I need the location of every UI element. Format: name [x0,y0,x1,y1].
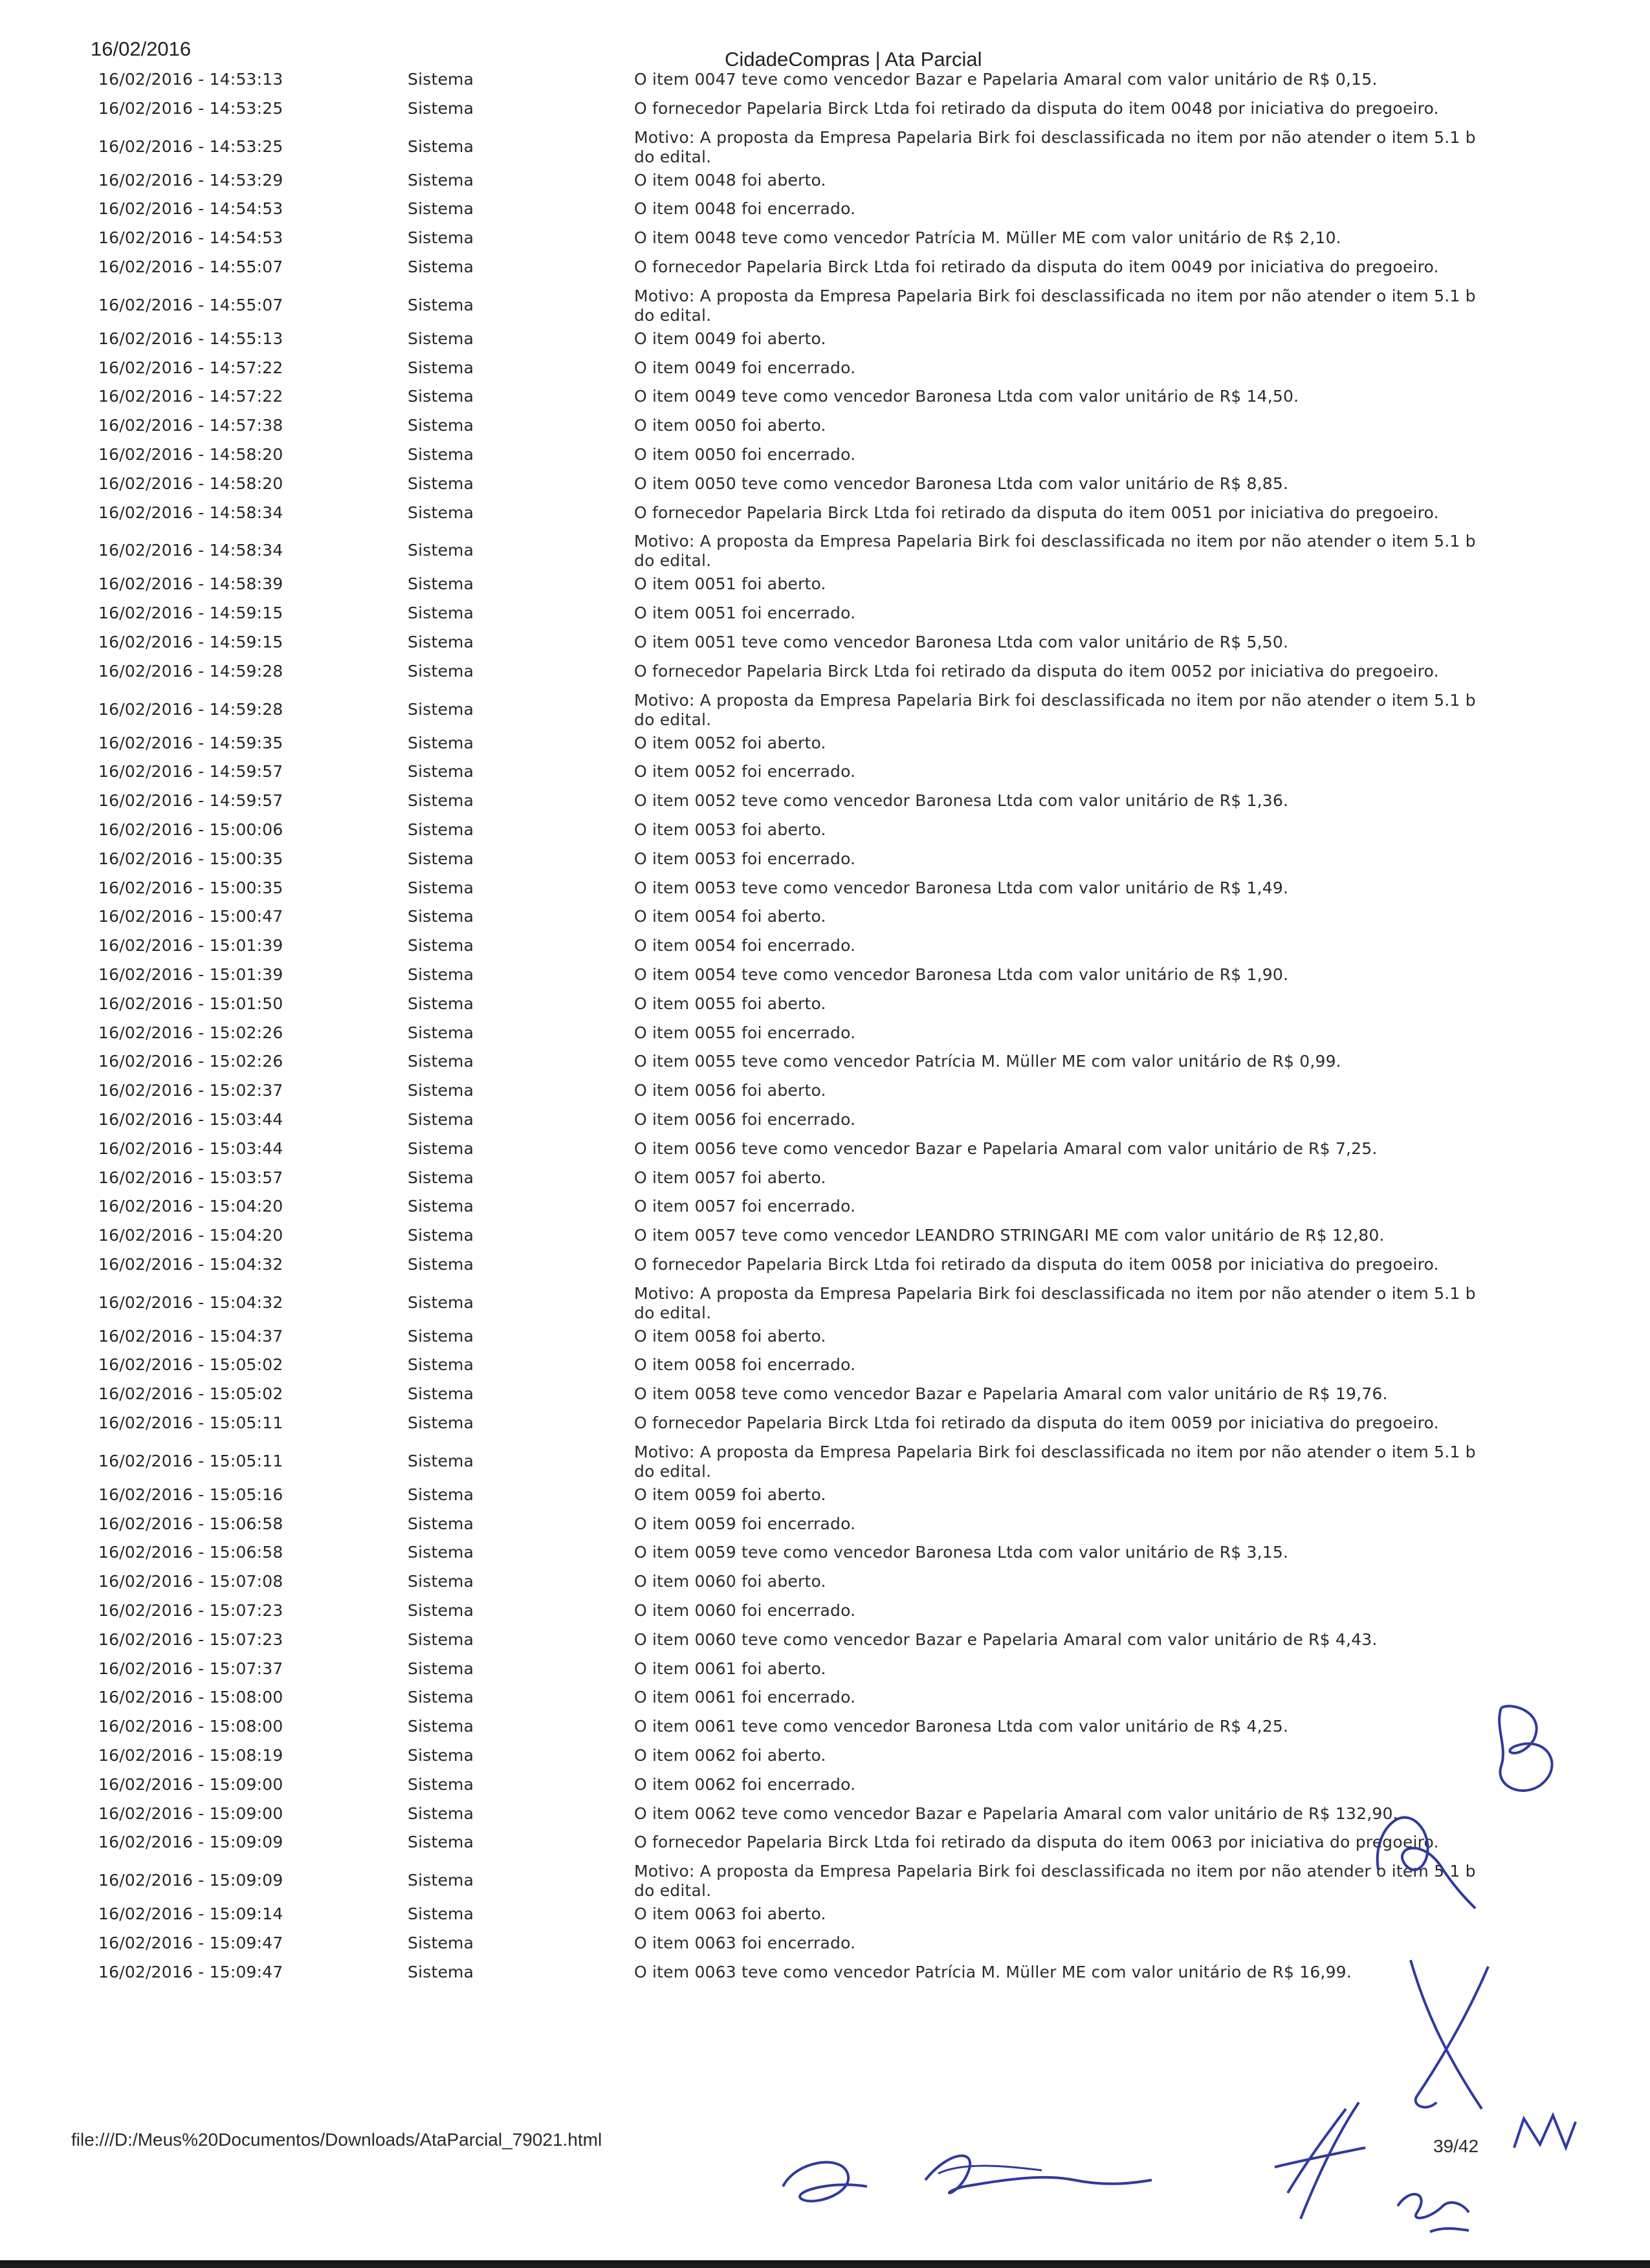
log-timestamp: 16/02/2016 - 15:02:37 [98,1081,283,1100]
log-row [84,257,1495,287]
log-message: O item 0055 foi aberto. [634,994,826,1013]
log-row [84,1284,1495,1327]
log-timestamp: 16/02/2016 - 15:09:09 [98,1871,283,1890]
log-source: Sistema [408,1413,474,1433]
log-row [84,474,1495,503]
log-source: Sistema [408,762,474,781]
log-timestamp: 16/02/2016 - 14:58:34 [98,503,283,522]
log-timestamp: 16/02/2016 - 14:54:53 [98,199,283,219]
log-source: Sistema [408,1833,474,1852]
log-row [84,532,1495,574]
log-message: O item 0063 foi encerrado. [634,1934,856,1953]
log-timestamp: 16/02/2016 - 14:54:53 [98,228,283,248]
log-timestamp: 16/02/2016 - 15:03:44 [98,1109,283,1129]
log-message: O item 0053 foi aberto. [634,820,826,839]
log-row [84,1485,1495,1514]
log-row [84,1355,1495,1384]
log-row [84,1197,1495,1226]
log-message: O item 0048 teve como vencedor Patrícia M. Müller ME com valor unitário de R$ 2,10. [634,228,1341,248]
log-source: Sistema [408,1543,474,1562]
log-timestamp: 16/02/2016 - 14:58:20 [98,444,283,464]
log-source: Sistema [408,994,474,1013]
log-row [84,604,1495,633]
signature-small-initial-icon [1391,2167,1475,2238]
log-timestamp: 16/02/2016 - 15:00:35 [98,849,283,868]
log-timestamp: 16/02/2016 - 15:09:14 [98,1904,283,1924]
log-message: O item 0056 foi encerrado. [634,1109,856,1129]
log-timestamp: 16/02/2016 - 15:06:58 [98,1514,283,1533]
log-row [84,662,1495,691]
log-source: Sistema [408,878,474,897]
log-message: O item 0059 foi encerrado. [634,1514,856,1533]
log-source: Sistema [408,1804,474,1823]
log-message: O item 0048 foi encerrado. [634,199,856,219]
log-source: Sistema [408,1774,474,1794]
log-timestamp: 16/02/2016 - 14:53:29 [98,170,283,190]
log-row [84,99,1495,128]
log-row [84,1659,1495,1688]
log-timestamp: 16/02/2016 - 15:06:58 [98,1543,283,1562]
log-timestamp: 16/02/2016 - 14:58:39 [98,574,283,594]
log-row [84,1804,1495,1833]
log-message: O item 0058 teve como vencedor Bazar e Papelaria Amaral com valor unitário de R$ 19,76. [634,1384,1388,1404]
log-message: O item 0057 teve como vencedor LEANDRO STRINGARI ME com valor unitário de R$ 12,80. [634,1226,1385,1245]
log-message: Motivo: A proposta da Empresa Papelaria Birk foi desclassificada no item por não atender o item 5.1 b do edital. [634,127,1476,166]
log-source: Sistema [408,733,474,752]
log-source: Sistema [408,604,474,623]
log-timestamp: 16/02/2016 - 15:05:02 [98,1355,283,1375]
log-row [84,691,1495,734]
log-timestamp: 16/02/2016 - 14:53:13 [98,70,283,89]
log-row [84,820,1495,849]
log-timestamp: 16/02/2016 - 15:00:35 [98,878,283,897]
log-message: Motivo: A proposta da Empresa Papelaria Birk foi desclassificada no item por não atender o item 5.1 b do edital. [634,1283,1476,1322]
log-source: Sistema [408,1197,474,1216]
log-source: Sistema [408,791,474,811]
log-row [84,1052,1495,1081]
log-row [84,849,1495,878]
log-message: O item 0050 foi aberto. [634,416,826,435]
log-row [84,1081,1495,1110]
log-source: Sistema [408,416,474,435]
log-row [84,1717,1495,1746]
log-timestamp: 16/02/2016 - 15:03:44 [98,1139,283,1158]
log-message: O item 0052 foi encerrado. [634,762,856,781]
log-row [84,445,1495,474]
log-message: O item 0051 foi aberto. [634,574,826,594]
log-row [84,171,1495,200]
log-source: Sistema [408,1688,474,1707]
log-message: O item 0054 foi aberto. [634,907,826,926]
log-message: O item 0063 foi aberto. [634,1904,826,1924]
log-source: Sistema [408,70,474,89]
log-message: O item 0055 foi encerrado. [634,1023,856,1042]
log-timestamp: 16/02/2016 - 15:05:02 [98,1384,283,1404]
log-source: Sistema [408,1139,474,1158]
log-row [84,574,1495,604]
log-source: Sistema [408,1023,474,1042]
log-source: Sistema [408,1168,474,1187]
log-row [84,1572,1495,1601]
log-source: Sistema [408,136,474,156]
log-row [84,1139,1495,1168]
log-source: Sistema [408,199,474,219]
log-source: Sistema [408,1514,474,1533]
log-message: Motivo: A proposta da Empresa Papelaria Birk foi desclassificada no item por não atender o item 5.1 b do edital. [634,1442,1476,1481]
log-row [84,994,1495,1023]
log-message: O item 0062 foi encerrado. [634,1774,856,1794]
log-message: O item 0050 teve como vencedor Baronesa Ltda com valor unitário de R$ 8,85. [634,474,1289,493]
log-source: Sistema [408,1934,474,1953]
log-message: O item 0061 foi aberto. [634,1659,826,1678]
log-row [84,1630,1495,1659]
log-message: O item 0058 foi aberto. [634,1326,826,1346]
log-message: O item 0062 teve como vencedor Bazar e Papelaria Amaral com valor unitário de R$ 132,90. [634,1804,1398,1823]
log-message: O fornecedor Papelaria Birck Ltda foi retirado da disputa do item 0049 por iniciativa do pregoeiro. [634,257,1439,276]
log-timestamp: 16/02/2016 - 14:58:34 [98,541,283,560]
log-message: O item 0061 foi encerrado. [634,1688,856,1707]
log-source: Sistema [408,936,474,955]
log-row [84,1746,1495,1775]
log-row [84,1443,1495,1485]
log-timestamp: 16/02/2016 - 14:59:35 [98,733,283,752]
log-row [84,358,1495,387]
log-message: O item 0061 teve como vencedor Baronesa Ltda com valor unitário de R$ 4,25. [634,1717,1289,1736]
log-timestamp: 16/02/2016 - 15:01:39 [98,936,283,955]
log-source: Sistema [408,661,474,681]
log-row [84,734,1495,763]
log-timestamp: 16/02/2016 - 15:01:39 [98,965,283,984]
log-source: Sistema [408,295,474,314]
log-message: O item 0056 foi aberto. [634,1081,826,1100]
log-source: Sistema [408,1109,474,1129]
log-source: Sistema [408,1746,474,1765]
log-source: Sistema [408,1659,474,1678]
log-row [84,1601,1495,1630]
log-message: O item 0059 teve como vencedor Baronesa Ltda com valor unitário de R$ 3,15. [634,1543,1289,1562]
log-source: Sistema [408,1451,474,1470]
log-source: Sistema [408,1572,474,1591]
log-source: Sistema [408,965,474,984]
log-source: Sistema [408,1485,474,1504]
log-source: Sistema [408,1601,474,1620]
log-row [84,936,1495,965]
log-source: Sistema [408,98,474,118]
log-source: Sistema [408,1630,474,1649]
log-message: Motivo: A proposta da Empresa Papelaria Birk foi desclassificada no item por não atender o item 5.1 b do edital. [634,1862,1476,1901]
log-message: O fornecedor Papelaria Birck Ltda foi retirado da disputa do item 0058 por iniciativa do pregoeiro. [634,1254,1439,1274]
log-message: O fornecedor Papelaria Birck Ltda foi retirado da disputa do item 0059 por iniciativa do pregoeiro. [634,1413,1439,1433]
log-timestamp: 16/02/2016 - 15:04:37 [98,1326,283,1346]
log-source: Sistema [408,387,474,406]
log-source: Sistema [408,1081,474,1100]
log-timestamp: 16/02/2016 - 15:05:11 [98,1413,283,1433]
log-timestamp: 16/02/2016 - 14:55:07 [98,295,283,314]
log-timestamp: 16/02/2016 - 15:07:37 [98,1659,283,1678]
log-source: Sistema [408,1904,474,1924]
log-timestamp: 16/02/2016 - 14:59:57 [98,791,283,811]
log-timestamp: 16/02/2016 - 15:09:00 [98,1804,283,1823]
header-title: CidadeCompras | Ata Parcial [725,48,982,71]
log-row [84,1904,1495,1934]
log-message: Motivo: A proposta da Empresa Papelaria Birk foi desclassificada no item por não atender o item 5.1 b do edital. [634,690,1476,729]
log-timestamp: 16/02/2016 - 15:08:00 [98,1717,283,1736]
log-timestamp: 16/02/2016 - 15:01:50 [98,994,283,1013]
log-row [84,329,1495,358]
log-message: O item 0049 foi encerrado. [634,358,856,377]
log-message: O item 0047 teve como vencedor Bazar e Papelaria Amaral com valor unitário de R$ 0,15. [634,70,1378,89]
log-timestamp: 16/02/2016 - 15:00:47 [98,907,283,926]
footer-page-number: 39/42 [1433,2136,1479,2156]
log-source: Sistema [408,228,474,248]
log-timestamp: 16/02/2016 - 15:08:19 [98,1746,283,1765]
signature-initial-m-icon [1508,2109,1585,2161]
signature-bottom-left-icon [770,2135,1158,2225]
log-row [84,1543,1495,1572]
log-timestamp: 16/02/2016 - 14:57:22 [98,387,283,406]
log-timestamp: 16/02/2016 - 14:55:07 [98,257,283,276]
log-timestamp: 16/02/2016 - 15:07:08 [98,1572,283,1591]
log-row [84,1833,1495,1862]
log-timestamp: 16/02/2016 - 14:53:25 [98,136,283,156]
log-row [84,1413,1495,1443]
log-message: O item 0051 foi encerrado. [634,604,856,623]
log-source: Sistema [408,820,474,839]
log-source: Sistema [408,1326,474,1346]
log-source: Sistema [408,444,474,464]
log-row [84,1934,1495,1963]
log-timestamp: 16/02/2016 - 15:09:47 [98,1934,283,1953]
log-row [84,791,1495,820]
log-timestamp: 16/02/2016 - 15:00:06 [98,820,283,839]
log-source: Sistema [408,541,474,560]
log-row [84,1255,1495,1284]
log-row [84,1514,1495,1543]
log-timestamp: 16/02/2016 - 14:57:38 [98,416,283,435]
log-source: Sistema [408,1292,474,1312]
log-message: O item 0054 teve como vencedor Baronesa Ltda com valor unitário de R$ 1,90. [634,965,1289,984]
log-row [84,128,1495,171]
log-row [84,1023,1495,1052]
log-source: Sistema [408,503,474,522]
log-source: Sistema [408,1226,474,1245]
log-row [84,1168,1495,1197]
log-row [84,1384,1495,1413]
log-source: Sistema [408,632,474,651]
log-message: O item 0060 foi aberto. [634,1572,826,1591]
log-message: O item 0062 foi aberto. [634,1746,826,1765]
log-row [84,70,1495,99]
scan-edge-bar [0,2260,1650,2268]
log-row [84,228,1495,257]
log-timestamp: 16/02/2016 - 15:09:09 [98,1833,283,1852]
log-source: Sistema [408,1871,474,1890]
log-source: Sistema [408,1254,474,1274]
log-message: O item 0060 teve como vencedor Bazar e Papelaria Amaral com valor unitário de R$ 4,43. [634,1630,1378,1649]
log-timestamp: 16/02/2016 - 15:09:47 [98,1962,283,1981]
log-message: O fornecedor Papelaria Birck Ltda foi retirado da disputa do item 0063 por iniciativa do pregoeiro. [634,1833,1439,1852]
log-timestamp: 16/02/2016 - 14:59:15 [98,632,283,651]
log-source: Sistema [408,1962,474,1981]
log-timestamp: 16/02/2016 - 14:55:13 [98,329,283,348]
log-message: Motivo: A proposta da Empresa Papelaria Birk foi desclassificada no item por não atender o item 5.1 b do edital. [634,286,1476,325]
log-source: Sistema [408,474,474,493]
log-timestamp: 16/02/2016 - 14:59:57 [98,762,283,781]
log-row [84,907,1495,936]
log-message: O item 0051 teve como vencedor Baronesa Ltda com valor unitário de R$ 5,50. [634,632,1289,651]
log-message: O item 0063 teve como vencedor Patrícia M. Müller ME com valor unitário de R$ 16,99. [634,1962,1352,1981]
log-timestamp: 16/02/2016 - 15:04:20 [98,1226,283,1245]
log-timestamp: 16/02/2016 - 15:09:00 [98,1774,283,1794]
log-row [84,287,1495,329]
log-message: O item 0053 foi encerrado. [634,849,856,868]
log-row [84,633,1495,662]
log-timestamp: 16/02/2016 - 15:07:23 [98,1630,283,1649]
log-timestamp: 16/02/2016 - 14:57:22 [98,358,283,377]
signature-slash-icon [1249,2096,1378,2225]
log-source: Sistema [408,907,474,926]
log-row [84,416,1495,445]
footer-file-path: file:///D:/Meus%20Documentos/Downloads/AtaParcial_79021.html [71,2130,602,2150]
log-row [84,965,1495,994]
log-row [84,1226,1495,1255]
log-source: Sistema [408,849,474,868]
log-message: O item 0057 foi aberto. [634,1168,826,1187]
log-message: O item 0053 teve como vencedor Baronesa Ltda com valor unitário de R$ 1,49. [634,878,1289,897]
log-source: Sistema [408,574,474,594]
log-timestamp: 16/02/2016 - 15:04:20 [98,1197,283,1216]
log-timestamp: 16/02/2016 - 15:07:23 [98,1601,283,1620]
log-message: Motivo: A proposta da Empresa Papelaria Birk foi desclassificada no item por não atender o item 5.1 b do edital. [634,532,1476,571]
log-message: O item 0056 teve como vencedor Bazar e Papelaria Amaral com valor unitário de R$ 7,25. [634,1139,1378,1158]
log-message: O item 0048 foi aberto. [634,170,826,190]
log-source: Sistema [408,257,474,276]
log-message: O item 0059 foi aberto. [634,1485,826,1504]
log-timestamp: 16/02/2016 - 15:05:16 [98,1485,283,1504]
log-row [84,199,1495,228]
log-row [84,1110,1495,1139]
log-row [84,1862,1495,1904]
log-row [84,1688,1495,1717]
log-source: Sistema [408,1384,474,1404]
log-source: Sistema [408,1355,474,1375]
log-message: O fornecedor Papelaria Birck Ltda foi retirado da disputa do item 0048 por iniciativa do pregoeiro. [634,98,1439,118]
log-row [84,1327,1495,1356]
header-date: 16/02/2016 [91,38,192,60]
log-row [84,1963,1495,1992]
log-timestamp: 16/02/2016 - 14:59:15 [98,604,283,623]
log-source: Sistema [408,358,474,377]
log-message: O item 0049 teve como vencedor Baronesa Ltda com valor unitário de R$ 14,50. [634,387,1299,406]
log-row [84,878,1495,908]
log-row [84,387,1495,416]
log-source: Sistema [408,329,474,348]
log-message: O item 0050 foi encerrado. [634,444,856,464]
log-message: O fornecedor Papelaria Birck Ltda foi retirado da disputa do item 0051 por iniciativa do pregoeiro. [634,503,1439,522]
log-message: O item 0054 foi encerrado. [634,936,856,955]
log-timestamp: 16/02/2016 - 14:59:28 [98,699,283,719]
log-timestamp: 16/02/2016 - 15:02:26 [98,1052,283,1071]
log-timestamp: 16/02/2016 - 15:04:32 [98,1292,283,1312]
log-message: O item 0049 foi aberto. [634,329,826,348]
log-row [84,1775,1495,1804]
log-source: Sistema [408,1052,474,1071]
log-row [84,503,1495,532]
log-timestamp: 16/02/2016 - 15:03:57 [98,1168,283,1187]
log-timestamp: 16/02/2016 - 15:05:11 [98,1451,283,1470]
log-timestamp: 16/02/2016 - 14:59:28 [98,661,283,681]
log-row [84,762,1495,791]
event-log [84,70,1495,1992]
log-message: O item 0058 foi encerrado. [634,1355,856,1375]
log-timestamp: 16/02/2016 - 15:08:00 [98,1688,283,1707]
log-timestamp: 16/02/2016 - 15:02:26 [98,1023,283,1042]
log-source: Sistema [408,699,474,719]
log-message: O item 0060 foi encerrado. [634,1601,856,1620]
log-source: Sistema [408,170,474,190]
log-source: Sistema [408,1717,474,1736]
log-message: O fornecedor Papelaria Birck Ltda foi retirado da disputa do item 0052 por iniciativa do pregoeiro. [634,661,1439,681]
log-message: O item 0052 teve como vencedor Baronesa Ltda com valor unitário de R$ 1,36. [634,791,1289,811]
log-timestamp: 16/02/2016 - 14:53:25 [98,98,283,118]
log-message: O item 0055 teve como vencedor Patrícia M. Müller ME com valor unitário de R$ 0,99. [634,1052,1341,1071]
log-message: O item 0052 foi aberto. [634,733,826,752]
log-timestamp: 16/02/2016 - 14:58:20 [98,474,283,493]
log-timestamp: 16/02/2016 - 15:04:32 [98,1254,283,1274]
log-message: O item 0057 foi encerrado. [634,1197,856,1216]
